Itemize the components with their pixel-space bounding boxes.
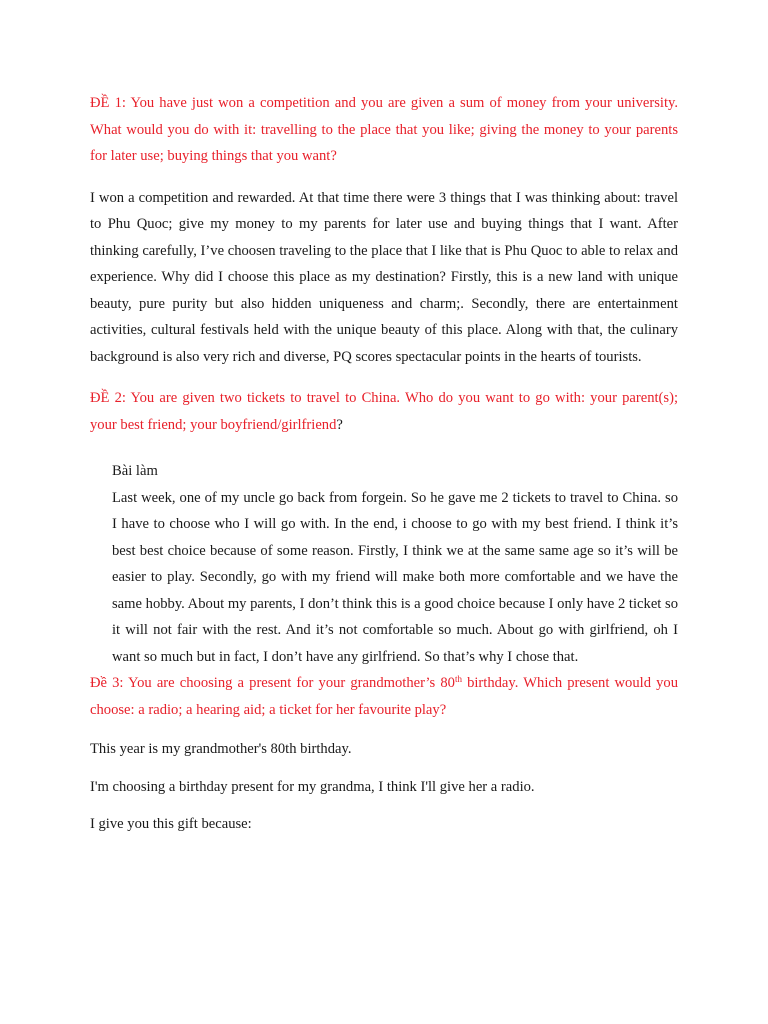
question-3-text-after: birthday. Which present would you choose: a radio; a hearing aid; a ticket for her favourite play?: [90, 675, 678, 718]
answer-2: [112, 458, 678, 670]
question-1: ĐỀ 1: You have just won a competition and you are given a sum of money from your university. What would you do with it: travelling to the place that you like; giving the money to your parents for later use; buying things that you want?: [90, 95, 678, 164]
document-page: [90, 90, 678, 849]
answer-3-line-3: I give you this gift because:: [90, 816, 252, 832]
question-3-superscript: th: [454, 674, 462, 684]
question-2-text: ĐỀ 2: You are given two tickets to travel to China. Who do you want to go with: your parent(s); your best friend; your boyfriend/girlfriend: [90, 390, 678, 433]
question-2: [90, 385, 678, 438]
answer-1: I won a competition and rewarded. At that time there were 3 things that I was thinking about: travel to Phu Quoc; give my money to my parents for later use and buying things that I want. After thinking carefully, I’ve choosen traveling to the place that I like that is Phu Quoc to able to relax and experience. Why did I choose this place as my destination? Firstly, this is a new land with unique beauty, pure purity but also hidden uniqueness and charm;. Secondly, there are entertainment activities, cultural festivals held with the unique beauty of this place. Along with that, the culinary background is also very rich and diverse, PQ scores spectacular points in the hearts of tourists.: [90, 189, 678, 365]
answer-2-title: Bài làm: [112, 463, 158, 479]
question-2-mark: ?: [336, 416, 343, 433]
question-3-text-before: Đề 3: You are choosing a present for your grandmother’s 80: [90, 675, 455, 691]
answer-3-line-2: I'm choosing a birthday present for my grandma, I think I'll give her a radio.: [90, 778, 535, 795]
question-3: [90, 670, 678, 723]
answer-3-line-1: This year is my grandmother's 80th birthday.: [90, 741, 352, 757]
answer-2-body: Last week, one of my uncle go back from forgein. So he gave me 2 tickets to travel to China. so I have to choose who I will go with. In the end, i choose to go with my best friend. I think it’s best best choice because of some reason. Firstly, I think we at the same same age so it’s will be easier to play. Secondly, go with my friend will make both more comfortable and we have the same hobby. About my parents, I don’t think this is a good choice because I only have 2 ticket so it will not fair with the rest. And it’s not comfortable so much. About go with girlfriend, oh I want so much but in fact, I don’t have any girlfriend. So that’s why I chose that.: [112, 489, 678, 665]
